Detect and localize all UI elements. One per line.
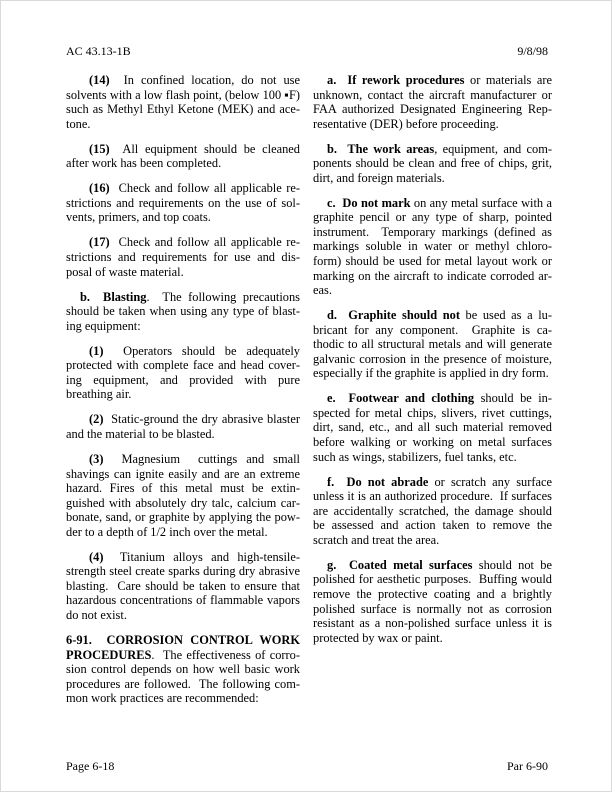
paragraph-text: Check and follow all applicable restrictions and requirements on the use of solvents, primers, and top coats. xyxy=(66,181,300,225)
paragraph xyxy=(66,451,304,539)
paragraph xyxy=(313,557,556,645)
paragraph-text: be used as a lubricant for any component. Graphite is cathodic to all structural metals and will generate galvanic corrosion in the presence of moisture, especially if the graphite is applied in dry form. xyxy=(313,308,556,381)
footer-page-number: Page 6-18 xyxy=(66,759,115,773)
paragraph-label: (1) xyxy=(89,343,104,358)
paragraph xyxy=(66,141,304,171)
paragraph-text: All equipment should be cleaned after work has been completed. xyxy=(66,141,304,171)
paragraph-text: Magnesium cuttings and small shavings can ignite easily and are an extreme hazard. Fires of this metal must be extinguished with absolutely dry talc, calcium carbonate, sand, or graphite by applying the powder to a depth of 1/2 inch over the metal. xyxy=(66,451,304,539)
paragraph xyxy=(313,474,556,548)
paragraph-label: d. Graphite should not xyxy=(327,308,460,323)
paragraph-label: (2) xyxy=(89,412,104,427)
paragraph-text: In confined location, do not use solvents with a low flash point, (below 100 ▪F) such as Methyl Ethyl Ketone (MEK) and acetone. xyxy=(66,73,304,131)
paragraph-label: 6-91. CORROSION CONTROL WORK PROCEDURES xyxy=(66,633,304,662)
paragraph-text: Titanium alloys and high-tensile-strength steel create sparks during dry abrasive blasting. Care should be taken to ensure that hazardous concentrations of flammable vapors do not exist. xyxy=(66,549,304,622)
paragraph-text: Check and follow all applicable restrictions and requirements for use and disposal of waste material. xyxy=(66,235,300,279)
paragraph xyxy=(313,308,556,381)
paragraph xyxy=(66,412,304,441)
paragraph xyxy=(66,633,304,706)
header-document-number: AC 43.13-1B xyxy=(66,44,131,58)
paragraph-text: Operators should be adequately protected with complete face and head covering equipment, and provided with pure breathing air. xyxy=(66,343,304,402)
page-header xyxy=(66,45,548,58)
paragraph-text: or materials are unknown, contact the aircraft manufacturer or FAA authorized Designated Engineering Representative (DER) before proceeding. xyxy=(313,73,556,131)
paragraph-text: should not be polished for aesthetic purposes. Buffing would remove the protective coating and a brightly polished surface is normally not as corrosion resistant as a non-polished surface unless it is protected by wax or paint. xyxy=(313,557,556,645)
paragraph-label: a. If rework procedures xyxy=(327,73,465,87)
paragraph-label: (4) xyxy=(89,549,104,564)
paragraph-label: c. Do not mark xyxy=(327,195,411,210)
footer-paragraph-reference: Par 6-90 xyxy=(507,759,548,773)
paragraph-label: f. Do not abrade xyxy=(327,474,429,489)
paragraph xyxy=(66,73,304,131)
paragraph-label: e. Footwear and clothing xyxy=(327,391,475,406)
paragraph-label: b. Blasting xyxy=(80,289,147,304)
paragraph-text: , equipment, and components should be clean and free of chips, grit, dirt, and foreign materials. xyxy=(313,141,556,185)
paragraph-label: (16) xyxy=(89,181,110,196)
paragraph xyxy=(66,343,304,402)
paragraph-text: or scratch any surface unless it is an authorized procedure. If surfaces are accidentally scratched, the damage should be assessed and action taken to remove the scratch and treat the area. xyxy=(313,474,556,547)
left-column xyxy=(66,73,304,706)
right-column xyxy=(313,73,556,706)
paragraph-text: . The effectiveness of corrosion control depends on how well basic work procedures are followed. The following common work practices are recommended: xyxy=(66,647,304,706)
page-footer xyxy=(66,760,548,773)
paragraph-label: (14) xyxy=(89,73,110,87)
paragraph-text: should be inspected for metal chips, slivers, rivet cuttings, dirt, sand, etc., and all such material removed before walking or working on metal surfaces such as wings, stabilizers, fuel tanks, etc. xyxy=(313,391,556,464)
paragraph xyxy=(66,181,300,225)
paragraph xyxy=(66,549,304,623)
paragraph-label: (3) xyxy=(89,451,104,466)
paragraph xyxy=(66,235,300,279)
paragraph-label: (15) xyxy=(89,141,110,156)
paragraph-label: (17) xyxy=(89,235,110,250)
paragraph xyxy=(66,289,304,334)
paragraph-text: Static-ground the dry abrasive blaster and the material to be blasted. xyxy=(66,412,304,441)
paragraph xyxy=(313,391,556,464)
paragraph-text: . The following precautions should be taken when using any type of blasting equipment: xyxy=(66,289,304,333)
paragraph-label: g. Coated metal surfaces xyxy=(327,557,473,572)
paragraph-text: on any metal surface with a graphite pencil or any type of sharp, pointed instrument. Temporary markings (defined as markings soluble in water or methyl chloroform) should be used for metal layout work or marking on the aircraft to indicate corroded areas. xyxy=(313,195,556,298)
paragraph-label: b. The work areas xyxy=(327,141,435,156)
header-date: 9/8/98 xyxy=(517,44,548,58)
paragraph xyxy=(313,195,556,298)
paragraph xyxy=(313,141,556,186)
paragraph xyxy=(313,73,556,131)
page-body xyxy=(66,73,556,706)
